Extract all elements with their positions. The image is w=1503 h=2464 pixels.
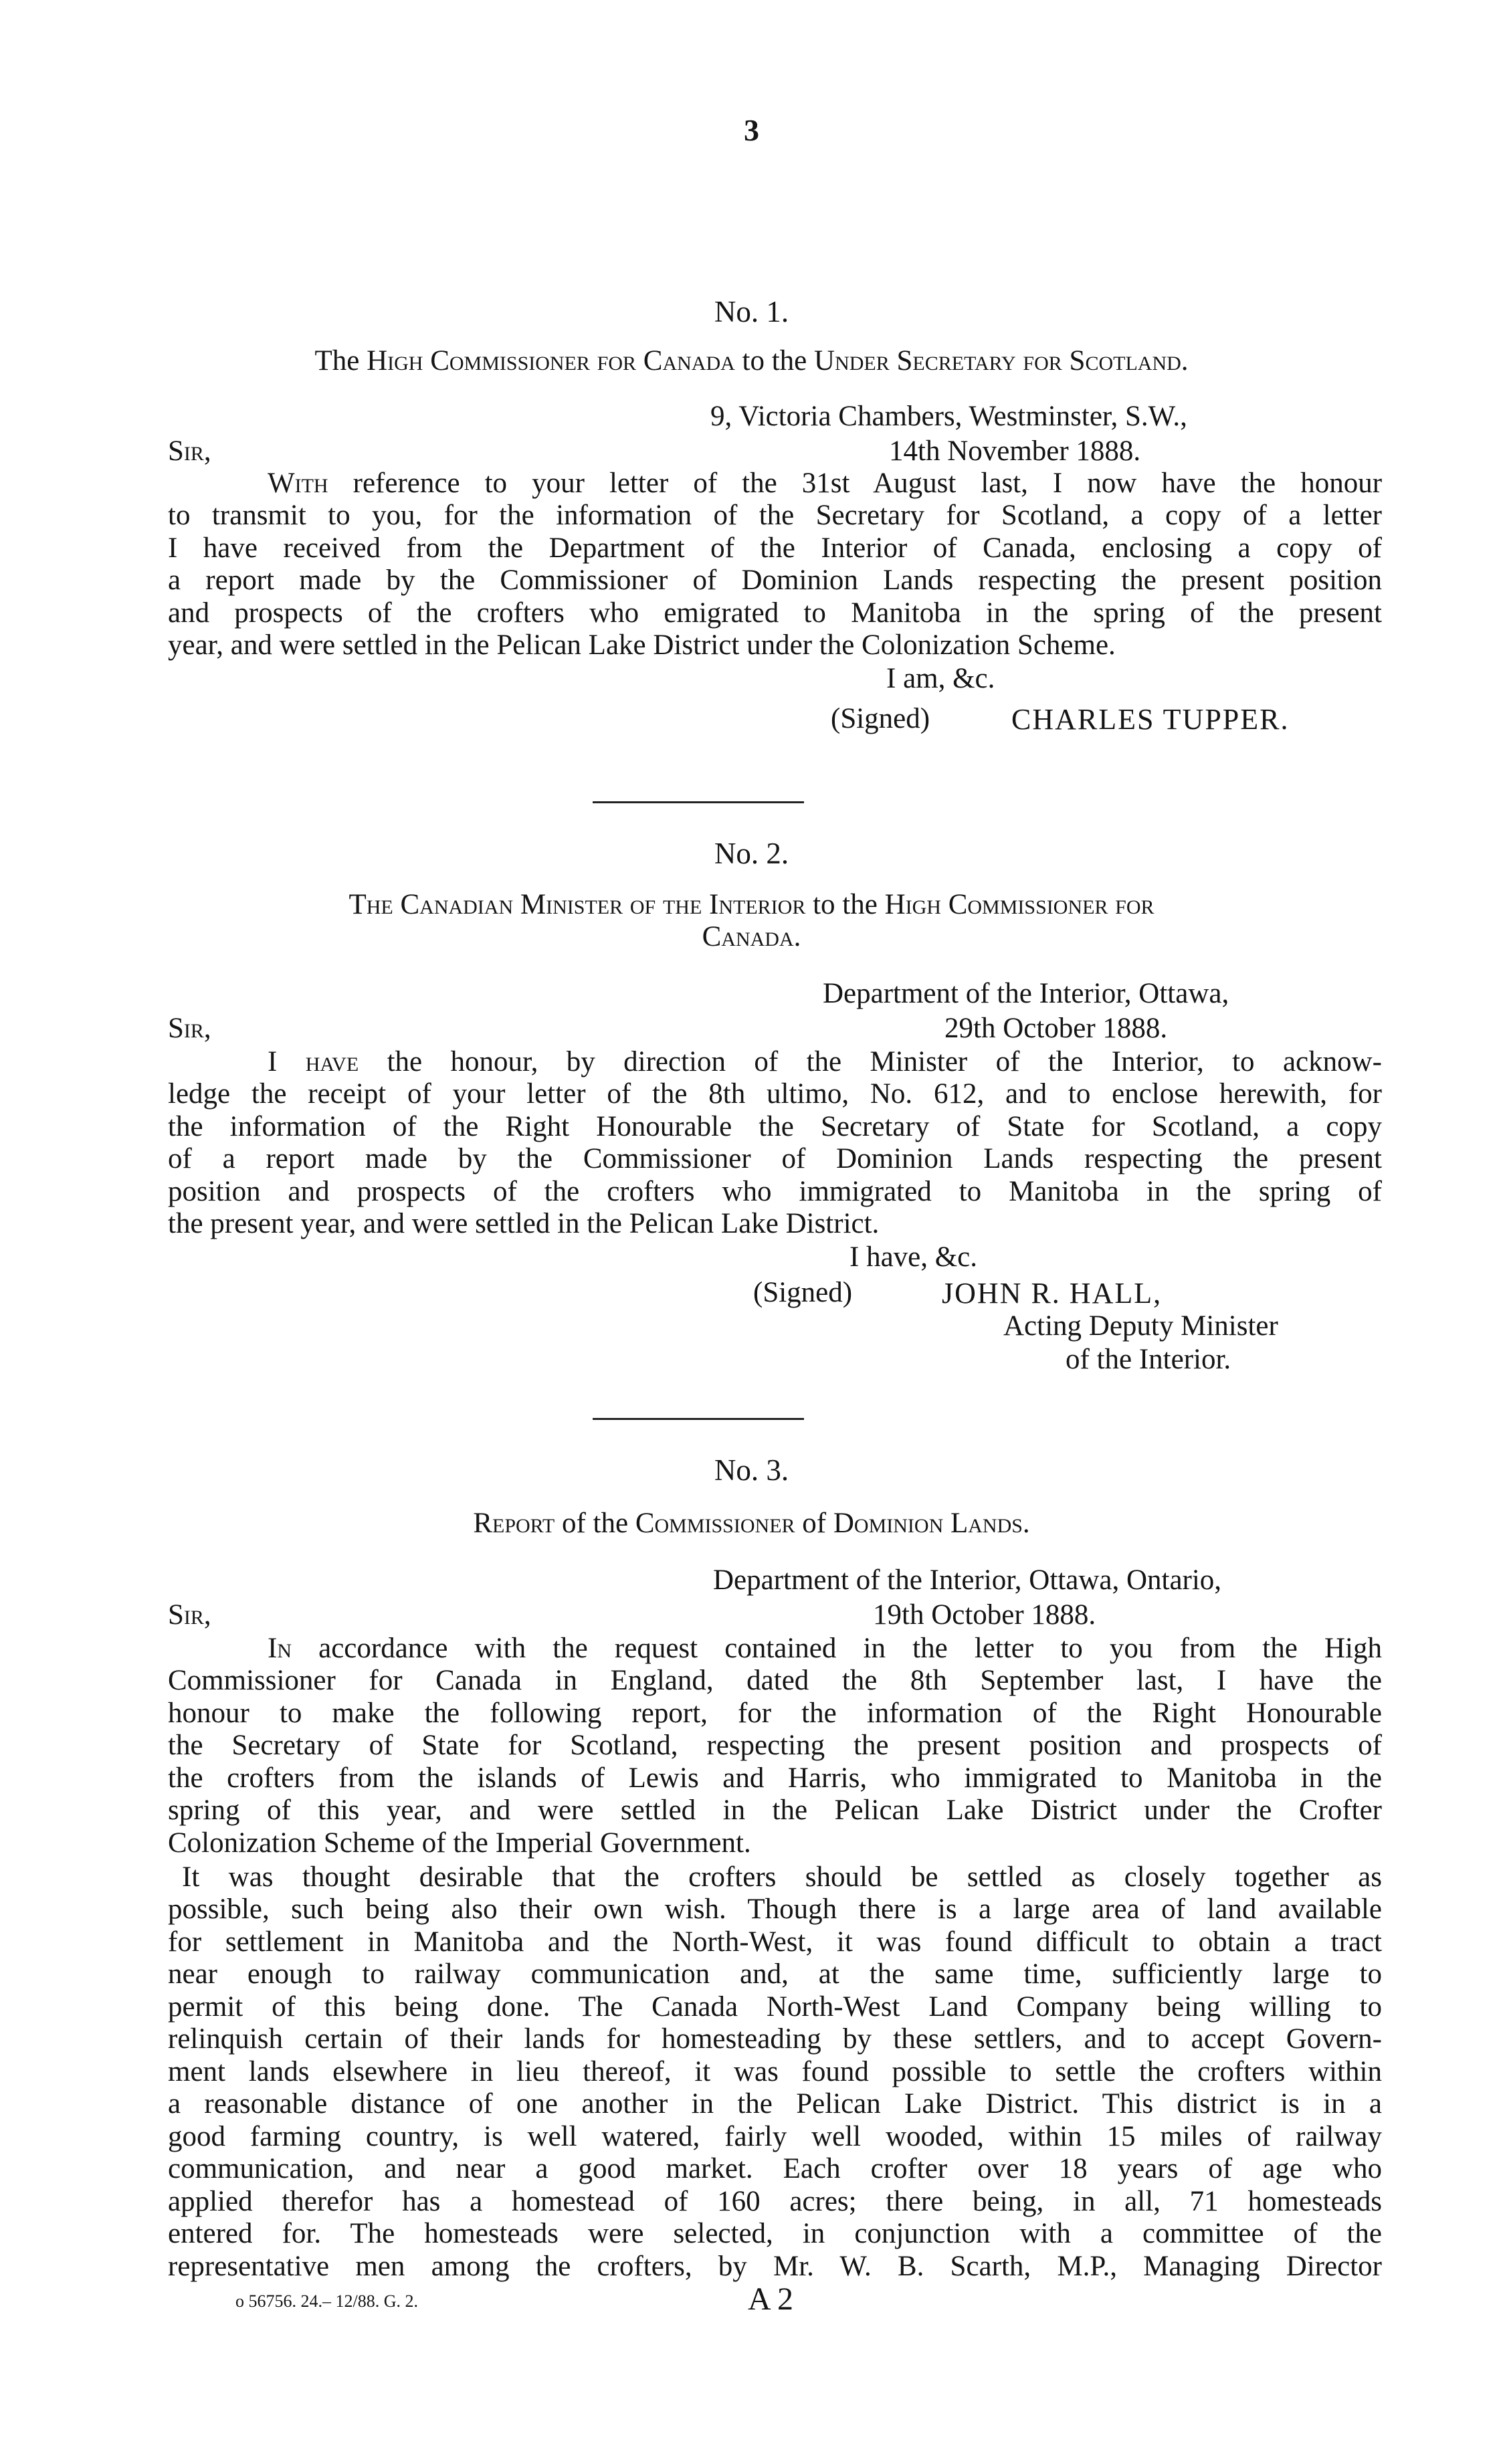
letter-3-body-line: spring of this year, and were settled in the Pelican Lake District under the Crofter bbox=[168, 1794, 1382, 1826]
letter-2-body-line: the information of the Right Honourable the Secretary of State for Scotland, a copy bbox=[168, 1111, 1382, 1142]
title-smallcaps: High Commissioner for Canada bbox=[367, 345, 735, 377]
letter-3-para2-line: ment lands elsewhere in lieu thereof, it was found possible to settle the crofters within bbox=[168, 2056, 1382, 2087]
letter-2-body-line bbox=[268, 1045, 1382, 1078]
title-text: The bbox=[348, 889, 401, 920]
body-text: reference to your letter of the 31st August last, I now have the honour bbox=[353, 468, 1382, 499]
letter-1-heading: No. 1. bbox=[714, 295, 789, 328]
letter-3-para2-line: permit of this being done. The Canada North-West Land Company being willing to bbox=[168, 1991, 1382, 2023]
letter-1-address: 9, Victoria Chambers, Westminster, S.W., bbox=[710, 401, 1187, 432]
section-divider bbox=[593, 801, 804, 803]
letter-1-body-line: year, and were settled in the Pelican Lake District under the Colonization Scheme. bbox=[168, 629, 1116, 661]
letter-3-para2-line: near enough to railway communication and, at the same time, sufficiently large to bbox=[168, 1958, 1382, 1990]
letter-3-para2-line: good farming country, is well watered, fairly well wooded, within 15 miles of railway bbox=[168, 2121, 1382, 2152]
letter-1-closing: I am, &c. bbox=[886, 663, 995, 694]
letter-2-signed-label: (Signed) bbox=[753, 1277, 853, 1308]
letter-2-body-line: the present year, and were settled in the Pelican Lake District. bbox=[168, 1208, 880, 1239]
letter-2-body-line: ledge the receipt of your letter of the 8th ultimo, No. 612, and to enclose herewith, for bbox=[168, 1078, 1382, 1110]
letter-2-date: 29th October 1888. bbox=[944, 1013, 1168, 1044]
letter-1-body-line bbox=[268, 467, 1382, 500]
letter-3-body-line: Commissioner for Canada in England, dated the 8th September last, I have the bbox=[168, 1665, 1382, 1696]
letter-3-body-line: the crofters from the islands of Lewis and Harris, who immigrated to Manitoba in the bbox=[168, 1762, 1382, 1794]
page-number: 3 bbox=[744, 113, 759, 147]
letter-3-heading: No. 3. bbox=[714, 1453, 789, 1487]
letter-2-body-line: position and prospects of the crofters who immigrated to Manitoba in the spring of bbox=[168, 1176, 1382, 1207]
signature-mark: A 2 bbox=[748, 2281, 794, 2317]
title-text: The bbox=[314, 345, 367, 377]
letter-2-title bbox=[0, 888, 1503, 921]
letter-1-salutation: Sir, bbox=[168, 435, 211, 467]
title-smallcaps: High Commissioner for bbox=[884, 889, 1155, 920]
title-text: to the bbox=[805, 889, 885, 920]
letter-1-body-line: I have received from the Department of the Interior of Canada, enclosing a copy of bbox=[168, 532, 1382, 564]
letter-1-title bbox=[0, 344, 1503, 377]
letter-1-body-line: a report made by the Commissioner of Dominion Lands respecting the present position bbox=[168, 564, 1382, 596]
title-text: to the bbox=[734, 345, 815, 377]
body-text: accordance with the request contained in the letter to you from the High bbox=[318, 1633, 1382, 1664]
letter-3-body-line: the Secretary of State for Scotland, respecting the present position and prospects of bbox=[168, 1730, 1382, 1761]
letter-2-signatory: JOHN R. HALL, bbox=[942, 1277, 1163, 1310]
letter-3-para2-line: representative men among the crofters, by Mr. W. B. Scarth, M.P., Managing Director bbox=[168, 2251, 1382, 2282]
body-lead: I have bbox=[268, 1046, 359, 1077]
letter-2-signatory-title-2: of the Interior. bbox=[1066, 1344, 1231, 1375]
letter-1-body-line: to transmit to you, for the information of the Secretary for Scotland, a copy of a letter bbox=[168, 500, 1382, 531]
body-text: the honour, by direction of the Minister of the Interior, to acknow- bbox=[387, 1046, 1382, 1077]
letter-2-heading: No. 2. bbox=[714, 837, 789, 870]
letter-1-signed-label: (Signed) bbox=[831, 703, 930, 734]
letter-3-body-line bbox=[268, 1632, 1382, 1665]
letter-3-date: 19th October 1888. bbox=[873, 1599, 1096, 1631]
letter-3-para2-line: entered for. The homesteads were selected, in conjunction with a committee of the bbox=[168, 2218, 1382, 2249]
title-smallcaps: Commissioner bbox=[635, 1508, 795, 1539]
letter-3-para2-line: possible, such being also their own wish. Though there is a large area of land available bbox=[168, 1893, 1382, 1925]
print-code: o 56756. 24.– 12/88. G. 2. bbox=[235, 2291, 418, 2311]
letter-3-para2-line: It was thought desirable that the crofters should be settled as closely together as bbox=[182, 1861, 1382, 1893]
letter-2-salutation: Sir, bbox=[168, 1013, 211, 1044]
title-smallcaps: Canadian Minister of the Interior bbox=[400, 889, 806, 920]
letter-3-body-line: honour to make the following report, for the information of the Right Honourable bbox=[168, 1698, 1382, 1729]
letter-1-signatory: CHARLES TUPPER. bbox=[1011, 703, 1290, 736]
letter-3-para2-line: communication, and near a good market. Each crofter over 18 years of age who bbox=[168, 2153, 1382, 2184]
letter-2-title-line2: Canada. bbox=[702, 921, 801, 952]
letter-2-address: Department of the Interior, Ottawa, bbox=[823, 978, 1229, 1009]
title-smallcaps: Report bbox=[473, 1508, 555, 1539]
letter-3-salutation: Sir, bbox=[168, 1599, 211, 1631]
letter-1-body-line: and prospects of the crofters who emigrated to Manitoba in the spring of the present bbox=[168, 597, 1382, 629]
letter-3-address: Department of the Interior, Ottawa, Ontario, bbox=[713, 1564, 1222, 1596]
body-lead: With bbox=[268, 468, 328, 499]
section-divider bbox=[593, 1418, 804, 1420]
title-text: of the bbox=[555, 1508, 635, 1539]
title-text: of bbox=[795, 1508, 833, 1539]
title-smallcaps: Under Secretary for Scotland. bbox=[814, 345, 1189, 377]
letter-3-body-line: Colonization Scheme of the Imperial Government. bbox=[168, 1827, 751, 1859]
letter-3-para2-line: applied therefor has a homestead of 160 acres; there being, in all, 71 homesteads bbox=[168, 2186, 1382, 2217]
title-smallcaps: Dominion Lands. bbox=[833, 1508, 1030, 1539]
letter-2-body-line: of a report made by the Commissioner of Dominion Lands respecting the present bbox=[168, 1143, 1382, 1174]
body-lead: In bbox=[268, 1633, 292, 1664]
letter-3-para2-line: for settlement in Manitoba and the North-West, it was found difficult to obtain a tract bbox=[168, 1926, 1382, 1958]
letter-3-title bbox=[0, 1507, 1503, 1540]
letter-2-closing: I have, &c. bbox=[849, 1241, 978, 1273]
letter-1-date: 14th November 1888. bbox=[889, 435, 1141, 467]
letter-3-para2-line: a reasonable distance of one another in the Pelican Lake District. This district is in a bbox=[168, 2088, 1382, 2120]
letter-3-para2-line: relinquish certain of their lands for homesteading by these settlers, and to accept Govern- bbox=[168, 2023, 1382, 2055]
letter-2-signatory-title: Acting Deputy Minister bbox=[1003, 1310, 1278, 1342]
